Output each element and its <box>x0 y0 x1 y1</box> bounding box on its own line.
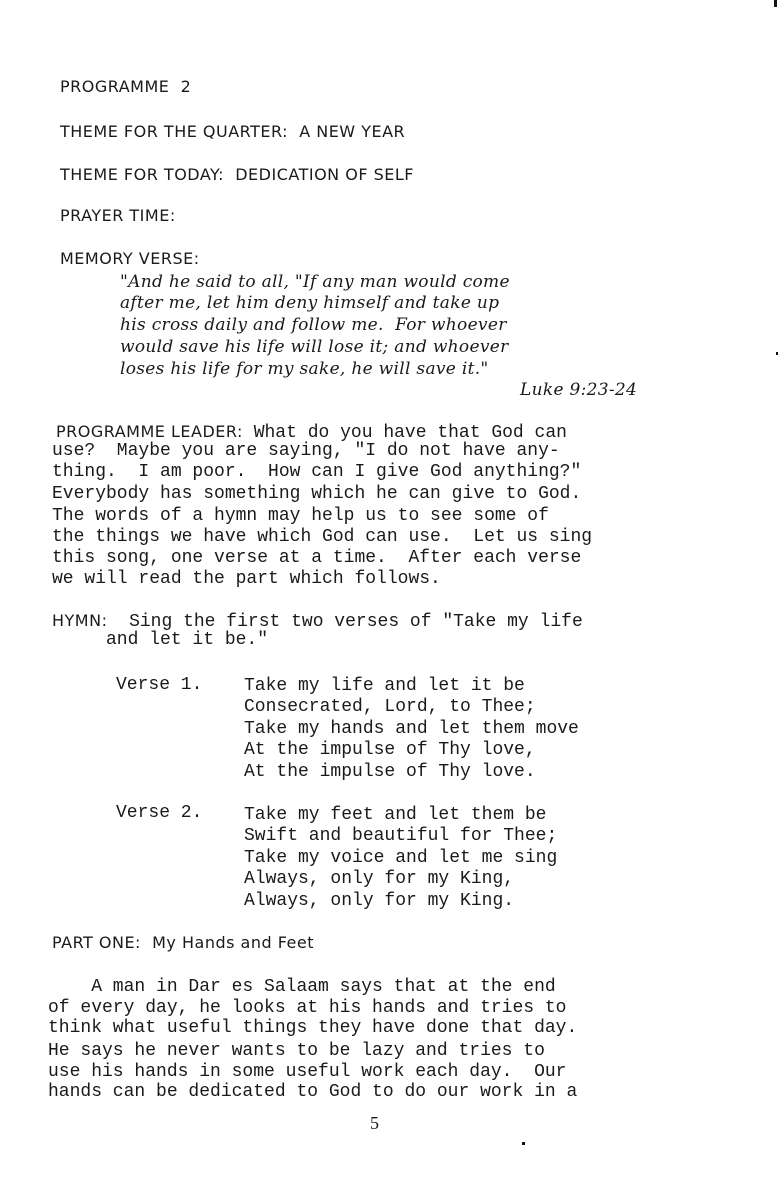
memory-verse-reference: Luke 9:23-24 <box>520 380 638 400</box>
verse-line: Take my feet and let them be <box>244 805 547 825</box>
leader-line: The words of a hymn may help us to see some of <box>52 506 549 526</box>
leader-line: What do you have that God can <box>242 423 567 443</box>
verse-label: Verse 2. <box>116 803 203 823</box>
memory-verse-line: would save his life will lose it; and whoever <box>120 337 509 357</box>
leader-line: use? Maybe you are saying, "I do not have any- <box>52 441 560 461</box>
leader-line: the things we have which God can use. Let us sing <box>52 527 593 547</box>
prayer-time: PRAYER TIME: <box>60 206 176 225</box>
verse-line: Take my voice and let me sing <box>244 848 558 868</box>
verse-line: Always, only for my King. <box>244 891 515 911</box>
scan-speck <box>522 1142 525 1145</box>
verse-line: Take my hands and let them move <box>244 719 579 739</box>
verse-line: Swift and beautiful for Thee; <box>244 826 558 846</box>
programme-number: PROGRAMME 2 <box>60 77 192 96</box>
theme-for-today: THEME FOR TODAY: DEDICATION OF SELF <box>60 165 414 184</box>
leader-line: this song, one verse at a time. After each verse <box>52 548 582 568</box>
leader-line: we will read the part which follows. <box>52 569 441 589</box>
verse-line: At the impulse of Thy love. <box>244 762 536 782</box>
verse-line: Consecrated, Lord, to Thee; <box>244 697 536 717</box>
part-one-line: use his hands in some useful work each day. Our <box>48 1062 567 1082</box>
scan-speck <box>776 352 778 355</box>
leader-line: thing. I am poor. How can I give God anything?" <box>52 462 582 482</box>
part-one-line: A man in Dar es Salaam says that at the end <box>48 977 556 997</box>
part-one-label: PART ONE: <box>52 933 141 952</box>
memory-verse-line: loses his life for my sake, he will save it." <box>120 359 489 379</box>
part-one-heading <box>52 932 314 953</box>
part-one-line: of every day, he looks at his hands and tries to <box>48 998 567 1018</box>
memory-verse-label: MEMORY VERSE: <box>60 249 200 268</box>
hymn-line: and let it be." <box>106 630 269 650</box>
verse-line: Take my life and let it be <box>244 676 525 696</box>
scan-speck <box>774 0 777 7</box>
memory-verse-line: after me, let him deny himself and take up <box>120 293 500 313</box>
page-number: 5 <box>370 1113 379 1133</box>
verse-label: Verse 1. <box>116 675 203 695</box>
hymn-line: Sing the first two verses of "Take my life <box>107 612 583 632</box>
memory-verse-line: "And he said to all, "If any man would come <box>120 272 510 292</box>
leader-line: Everybody has something which he can give to God. <box>52 484 582 504</box>
part-one-title: My Hands and Feet <box>140 933 315 952</box>
part-one-line: He says he never wants to be lazy and tries to <box>48 1041 545 1061</box>
verse-line: At the impulse of Thy love, <box>244 740 536 760</box>
part-one-line: hands can be dedicated to God to do our work in a <box>48 1082 578 1102</box>
verse-line: Always, only for my King, <box>244 869 515 889</box>
theme-for-quarter: THEME FOR THE QUARTER: A NEW YEAR <box>60 122 406 141</box>
part-one-line: think what useful things they have done that day. <box>48 1018 578 1038</box>
memory-verse-line: his cross daily and follow me. For whoever <box>120 315 507 335</box>
leader-label: PROGRAMME LEADER: <box>56 422 243 441</box>
hymn-label: HYMN: <box>52 611 108 630</box>
